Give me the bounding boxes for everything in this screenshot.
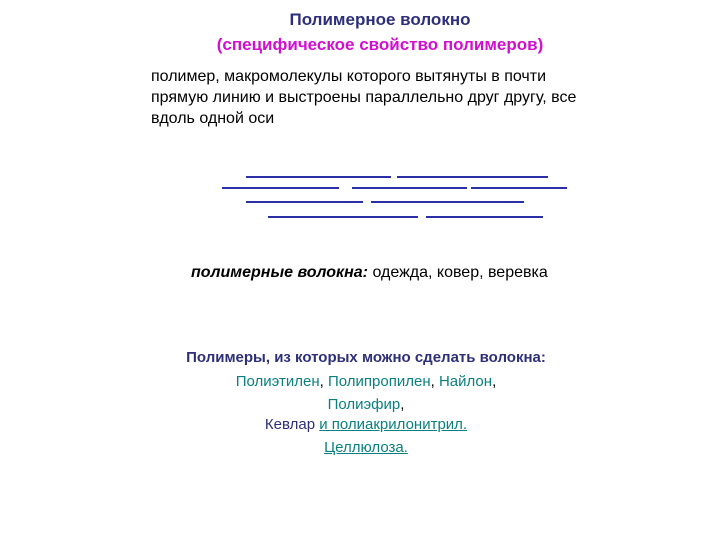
chain-segment [426, 216, 543, 218]
polymer-polyester: Полиэфир [327, 396, 401, 413]
fiber-examples [191, 263, 548, 283]
chain-segment [352, 187, 467, 189]
polymer-list-line [0, 372, 720, 392]
chain-segment [371, 201, 524, 203]
polymer-polyethylene: Полиэтилен [235, 373, 320, 390]
chain-segment [268, 216, 418, 218]
polymer-nylon: Найлон [438, 373, 493, 390]
polymer-polyacrylonitrile: и полиакрилонитрил. [319, 416, 468, 433]
polymer-list-line [0, 395, 720, 415]
polymer-kevlar: Кевлар [264, 416, 316, 433]
polymer-polypropylene: Полипропилен [327, 373, 431, 390]
separator: , [430, 373, 439, 390]
chain-segment [471, 187, 567, 189]
definition-text: полимер, макромолекулы которого вытянуты в почти прямую линию и выстроены параллельно друг другу, все вдоль одной оси [151, 68, 577, 127]
separator: , [492, 373, 497, 390]
fiber-examples-label: полимерные волокна: [191, 264, 369, 281]
separator: , [319, 373, 328, 390]
polymer-list-line [0, 415, 720, 435]
chain-segment [246, 201, 363, 203]
polymer-cellulose: Целлюлоза. [324, 439, 408, 456]
page-subtitle: (специфическое свойство полимеров) [216, 35, 544, 54]
chain-segment [397, 176, 548, 178]
chain-segment [222, 187, 339, 189]
page-title: Полимерное волокно [289, 10, 471, 29]
polymer-list-line [0, 438, 720, 458]
polymers-heading: Полимеры, из которых можно сделать волокна: [186, 349, 546, 366]
separator: , [400, 396, 405, 413]
chain-segment [246, 176, 391, 178]
fiber-examples-list: одежда, ковер, веревка [368, 264, 548, 281]
